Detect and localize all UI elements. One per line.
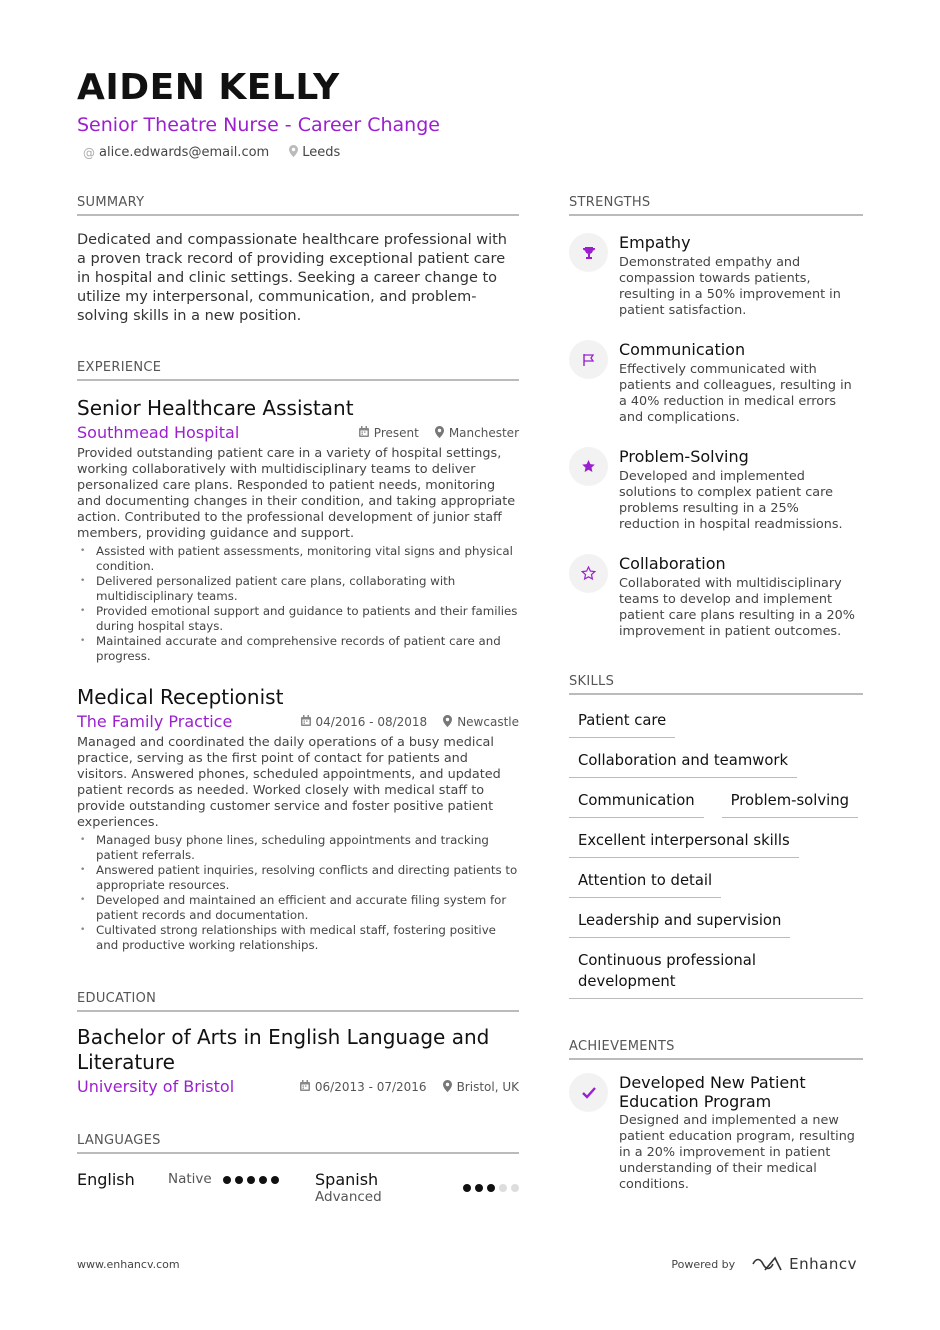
strength-item xyxy=(569,340,863,426)
language-rating xyxy=(223,1170,279,1190)
rating-dot xyxy=(223,1176,231,1184)
job-location: Manchester xyxy=(435,426,519,441)
calendar-icon xyxy=(359,426,369,440)
strength-content xyxy=(619,340,863,426)
job-meta xyxy=(359,426,519,441)
skills-list xyxy=(569,710,863,999)
calendar-icon xyxy=(300,1080,310,1094)
email-text: alice.edwards@email.com xyxy=(99,145,270,160)
candidate-title: Senior Theatre Nurse - Career Change xyxy=(77,114,440,136)
strength-content xyxy=(619,233,863,319)
language-level: Advanced xyxy=(315,1189,382,1205)
job-meta-row xyxy=(77,423,519,443)
list-item: • Delivered personalized patient care plans, collaborating with multidisciplinary teams. xyxy=(77,574,519,604)
right-column xyxy=(569,195,863,1193)
job-date: Present xyxy=(359,426,419,440)
location-pin-icon xyxy=(443,1080,452,1095)
achievement-title: Developed New Patient Education Program xyxy=(619,1073,806,1111)
skill-tag: Leadership and supervision xyxy=(569,910,790,938)
job-meta-row xyxy=(77,712,519,732)
degree-title: Bachelor of Arts in English Language and Literature xyxy=(77,1025,490,1074)
strength-desc: Developed and implemented solutions to complex patient care problems resulting in a 25% reduction in hospital readmissions. xyxy=(619,469,843,532)
left-column xyxy=(77,195,519,1206)
experience-heading: EXPERIENCE xyxy=(77,360,519,381)
rating-dot xyxy=(259,1176,267,1184)
education-meta xyxy=(300,1080,519,1095)
location-text: Leeds xyxy=(302,145,341,160)
footer-website[interactable]: www.enhancv.com xyxy=(77,1257,180,1271)
list-item: • Maintained accurate and comprehensive records of patient care and progress. xyxy=(77,634,519,664)
resume-header xyxy=(77,66,877,160)
strength-item xyxy=(569,233,863,319)
language-text xyxy=(315,1170,382,1206)
location-item xyxy=(289,145,340,160)
language-name: Spanish xyxy=(315,1170,379,1189)
strength-content xyxy=(619,554,863,640)
location-pin-icon xyxy=(289,145,298,160)
list-item: • Answered patient inquiries, resolving conflicts and directing patients to appropriate resources. xyxy=(77,863,519,893)
strength-desc: Demonstrated empathy and compassion towards patients, resulting in a 50% improvement in patient satisfaction. xyxy=(619,255,841,318)
footer-branding xyxy=(671,1255,857,1273)
list-item: • Cultivated strong relationships with medical staff, fostering positive and productive working relationships. xyxy=(77,923,519,953)
star-filled-icon xyxy=(569,447,608,486)
language-spanish xyxy=(315,1170,519,1206)
achievements-heading: ACHIEVEMENTS xyxy=(569,1039,863,1060)
trophy-icon xyxy=(569,233,608,272)
rating-dot xyxy=(271,1176,279,1184)
achievement-item xyxy=(569,1073,863,1193)
job-entry xyxy=(77,395,519,664)
flag-icon xyxy=(569,340,608,379)
list-item: • Managed busy phone lines, scheduling appointments and tracking patient referrals. xyxy=(77,833,519,863)
enhancv-logo-icon xyxy=(751,1256,783,1272)
summary-heading: SUMMARY xyxy=(77,195,519,216)
rating-dot xyxy=(463,1184,471,1192)
job-description: Provided outstanding patient care in a variety of hospital settings, working collaboratively with multidisciplinary teams to deliver personalized care plans. Responded to patient needs, monitoring and documenting changes in their condition, and taking appropriate action. Contributed to the professional development of junior staff members, providing guidance and support. xyxy=(77,446,516,541)
job-bullets xyxy=(77,544,519,664)
skill-tag: Patient care xyxy=(569,710,675,738)
strength-content xyxy=(619,447,863,533)
location-pin-icon xyxy=(443,715,452,730)
email-item[interactable] xyxy=(83,145,269,160)
contact-row xyxy=(83,145,877,160)
star-outline-icon xyxy=(569,554,608,593)
strength-title: Collaboration xyxy=(619,554,726,573)
rating-dot xyxy=(499,1184,507,1192)
strength-title: Empathy xyxy=(619,233,691,252)
skills-heading: SKILLS xyxy=(569,674,863,695)
skill-tag: Attention to detail xyxy=(569,870,721,898)
skill-tag: Communication xyxy=(569,790,704,818)
location-pin-icon xyxy=(435,426,444,441)
skill-tag: Excellent interpersonal skills xyxy=(569,830,799,858)
achievement-content xyxy=(619,1073,863,1193)
strength-title: Communication xyxy=(619,340,746,359)
education-heading: EDUCATION xyxy=(77,991,519,1012)
skill-tag: Collaboration and teamwork xyxy=(569,750,797,778)
job-meta xyxy=(301,715,519,730)
at-icon: @ xyxy=(83,145,95,160)
education-date: 06/2013 - 07/2016 xyxy=(300,1080,427,1094)
language-english xyxy=(77,1170,315,1206)
education-meta-row xyxy=(77,1077,519,1097)
strength-desc: Collaborated with multidisciplinary teams to develop and implement patient care plans resulting in a 20% improvement in patient outcomes. xyxy=(619,576,855,639)
strength-desc: Effectively communicated with patients and colleagues, resulting in a 40% reduction in medical errors and complications. xyxy=(619,362,852,425)
language-level: Native xyxy=(168,1171,212,1187)
job-description: Managed and coordinated the daily operations of a busy medical practice, serving as the first point of contact for patients and visitors. Answered phones, scheduled appointments, and updated patient records as needed. Worked closely with medical staff to provide outstanding customer service and foster positive patient experiences. xyxy=(77,735,501,830)
company-name: Southmead Hospital xyxy=(77,423,240,442)
job-date: 04/2016 - 08/2018 xyxy=(301,715,428,729)
rating-dot xyxy=(475,1184,483,1192)
strength-title: Problem-Solving xyxy=(619,447,749,466)
language-rating xyxy=(463,1170,519,1206)
job-location: Newcastle xyxy=(443,715,519,730)
list-item: • Assisted with patient assessments, monitoring vital signs and physical condition. xyxy=(77,544,519,574)
brand-name: Enhancv xyxy=(789,1255,857,1273)
education-location: Bristol, UK xyxy=(443,1080,519,1095)
languages-row xyxy=(77,1170,519,1206)
company-name: The Family Practice xyxy=(77,712,233,731)
rating-dot xyxy=(511,1184,519,1192)
job-bullets xyxy=(77,833,519,953)
enhancv-logo[interactable] xyxy=(751,1255,857,1273)
skill-tag: Problem-solving xyxy=(722,790,858,818)
calendar-icon xyxy=(301,715,311,729)
page-footer xyxy=(77,1255,857,1273)
languages-heading: LANGUAGES xyxy=(77,1133,519,1154)
strength-item xyxy=(569,447,863,533)
skill-tag: Continuous professional development xyxy=(569,950,863,999)
list-item: • Developed and maintained an efficient and accurate filing system for patient records and documentation. xyxy=(77,893,519,923)
school-name: University of Bristol xyxy=(77,1077,235,1096)
strength-item xyxy=(569,554,863,640)
job-entry xyxy=(77,684,519,953)
achievement-desc: Designed and implemented a new patient education program, resulting in a 20% improvement in patient understanding of their medical conditions. xyxy=(619,1113,855,1192)
rating-dot xyxy=(235,1176,243,1184)
rating-dot xyxy=(487,1184,495,1192)
list-item: • Provided emotional support and guidance to patients and their families during hospital stays. xyxy=(77,604,519,634)
language-name: English xyxy=(77,1170,135,1189)
strengths-heading: STRENGTHS xyxy=(569,195,863,216)
powered-by-text: Powered by xyxy=(671,1257,736,1271)
candidate-name: AIDEN KELLY xyxy=(77,67,340,108)
check-icon xyxy=(569,1073,608,1112)
job-title: Senior Healthcare Assistant xyxy=(77,396,354,420)
summary-text: Dedicated and compassionate healthcare professional with a proven track record of providing exceptional patient care in hospital and clinic settings. Seeking a career change to utilize my interpersonal, communication, and problem-solving skills in a new position. xyxy=(77,232,508,324)
rating-dot xyxy=(247,1176,255,1184)
job-title: Medical Receptionist xyxy=(77,685,284,709)
